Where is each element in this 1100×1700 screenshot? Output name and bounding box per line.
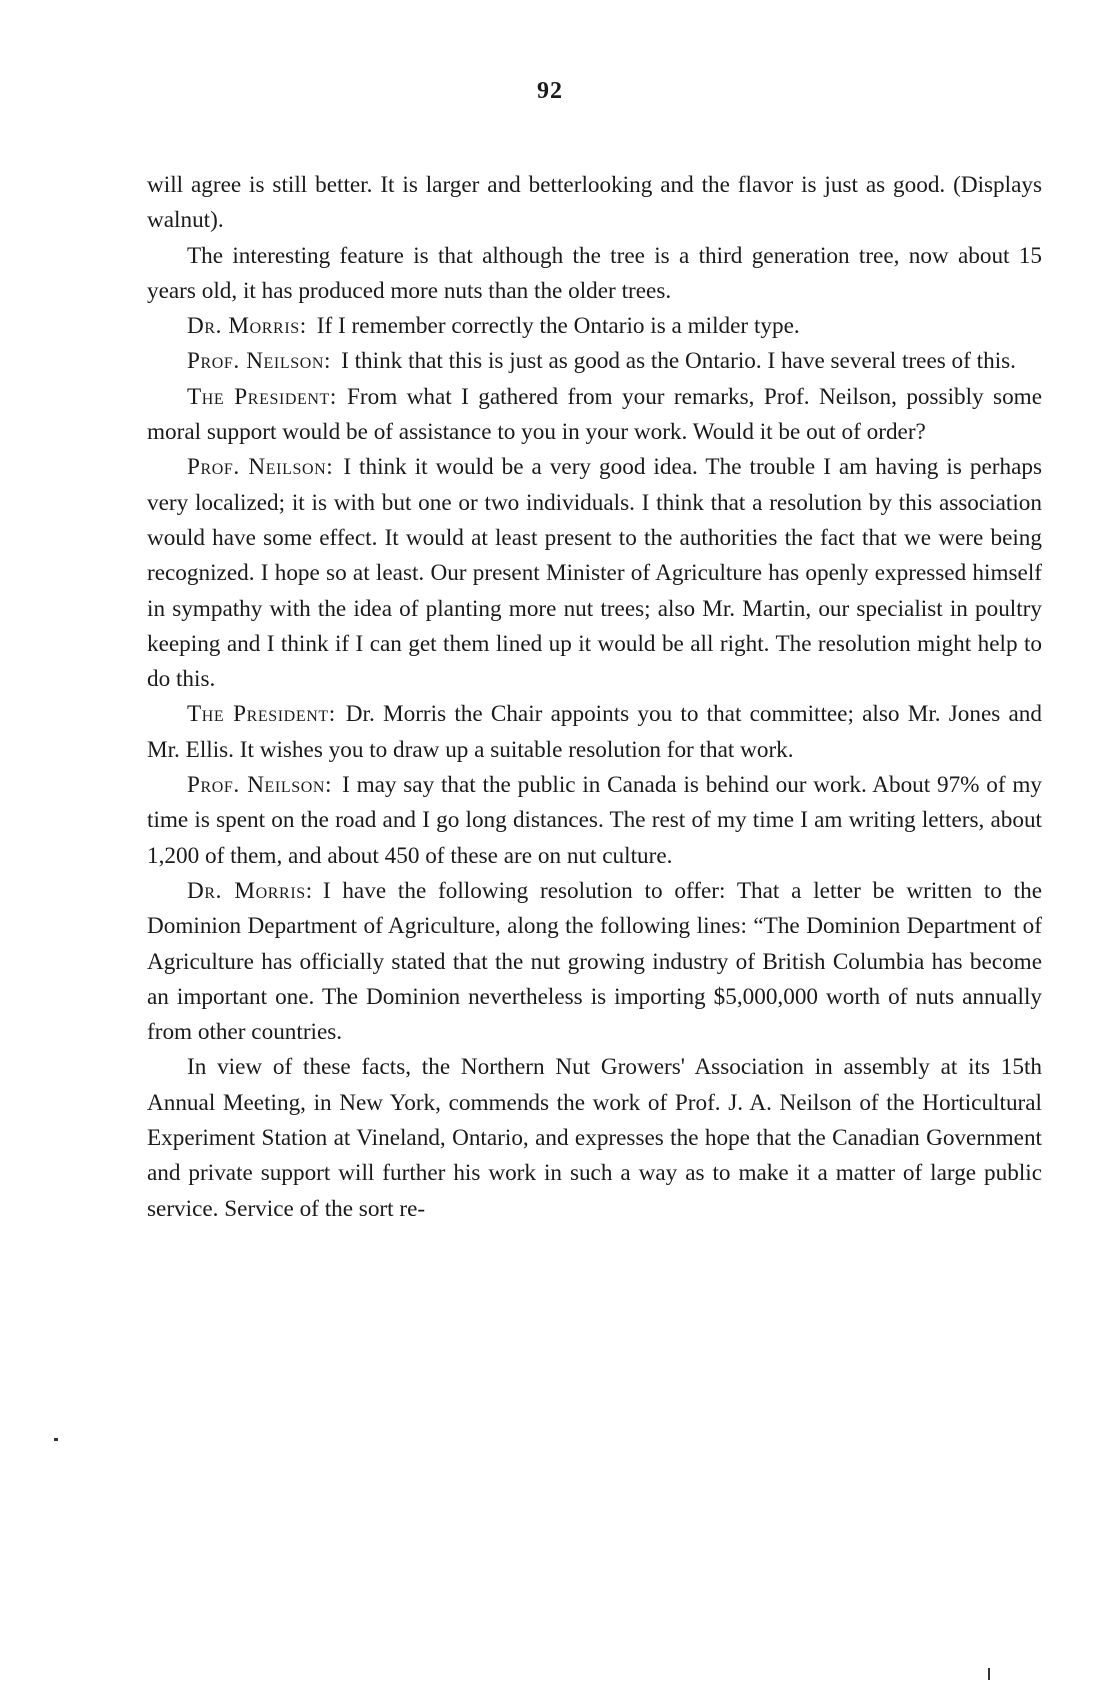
- paragraph-2: [147, 239, 1042, 310]
- paragraph-10: [147, 1050, 1042, 1226]
- paragraph-text: I think it would be a very good idea. The trouble I am having is perhaps very localized; it is with but one or two individuals. I think that a resolution by this association would have some effect. It would at least present to the authorities the fact that we were being recognized. I hope so at least. Our present Minister of Agriculture has openly expressed himself in sympathy with the idea of planting more nut trees; also Mr. Martin, our specialist in poultry keeping and I think if I can get them lined up it would be all right. The resolution might help to do this.: [147, 454, 1042, 693]
- speaker-label: Dr. Morris:: [187, 877, 313, 904]
- speaker-label: Prof. Neilson:: [187, 772, 333, 799]
- paragraph-text: In view of these facts, the Northern Nut Growers' Association in assembly at its 15th Annual Meeting, in New York, commends the work of Prof. J. A. Neilson of the Horticultural Experiment Station at Vineland, Ontario, and expresses the hope that the Canadian Government and private support will further his work in such a way as to make it a matter of large public service. Service of the sort re-: [147, 1054, 1042, 1222]
- scan-speck: [988, 1668, 990, 1680]
- paragraph-7: [147, 697, 1042, 768]
- paragraph-text: If I remember correctly the Ontario is a milder type.: [316, 313, 800, 340]
- paragraph-9: [147, 874, 1042, 1050]
- paragraph-1: [147, 168, 1042, 239]
- paragraph-8: [147, 768, 1042, 874]
- page-number: 92: [537, 78, 563, 104]
- paragraph-text: I have the following resolution to offer: That a letter be written to the Dominion Department of Agriculture, along the following lines: “The Dominion Department of Agriculture has officially stated that the nut growing industry of British Columbia has become an important one. The Dominion nevertheless is importing $5,000,000 worth of nuts annually from other countries.: [147, 877, 1043, 1046]
- scan-speck: [54, 1438, 58, 1441]
- speaker-label: The President:: [187, 383, 337, 410]
- speaker-label: Prof. Neilson:: [187, 454, 334, 481]
- paragraph-6: [147, 450, 1042, 697]
- speaker-label: Dr. Morris:: [187, 313, 307, 340]
- paragraph-4: [147, 344, 1042, 379]
- paragraph-text: I may say that the public in Canada is behind our work. About 97% of my time is spent on the road and I go long distances. The rest of my time I am writing letters, about 1,200 of them, and about 450 of these are on nut culture.: [147, 772, 1042, 869]
- paragraph-text: will agree is still better. It is larger and betterlooking and the flavor is just as good. (Displays walnut).: [147, 172, 1042, 234]
- paragraph-text: Dr. Morris the Chair appoints you to that committee; also Mr. Jones and Mr. Ellis. It wishes you to draw up a suitable resolution for that work.: [147, 701, 1042, 763]
- paragraph-text: I think that this is just as good as the Ontario. I have several trees of this.: [341, 348, 1016, 375]
- paragraph-text: The interesting feature is that although the tree is a third generation tree, now about 15 years old, it has produced more nuts than the older trees.: [147, 242, 1042, 304]
- speaker-label: The President:: [187, 701, 336, 728]
- paragraph-text: From what I gathered from your remarks, Prof. Neilson, possibly some moral support would be of assistance to you in your work. Would it be out of order?: [147, 383, 1043, 446]
- body-text: [147, 168, 1042, 1227]
- paragraph-3: [147, 309, 1042, 344]
- speaker-label: Prof. Neilson:: [187, 348, 332, 375]
- paragraph-5: [147, 380, 1042, 451]
